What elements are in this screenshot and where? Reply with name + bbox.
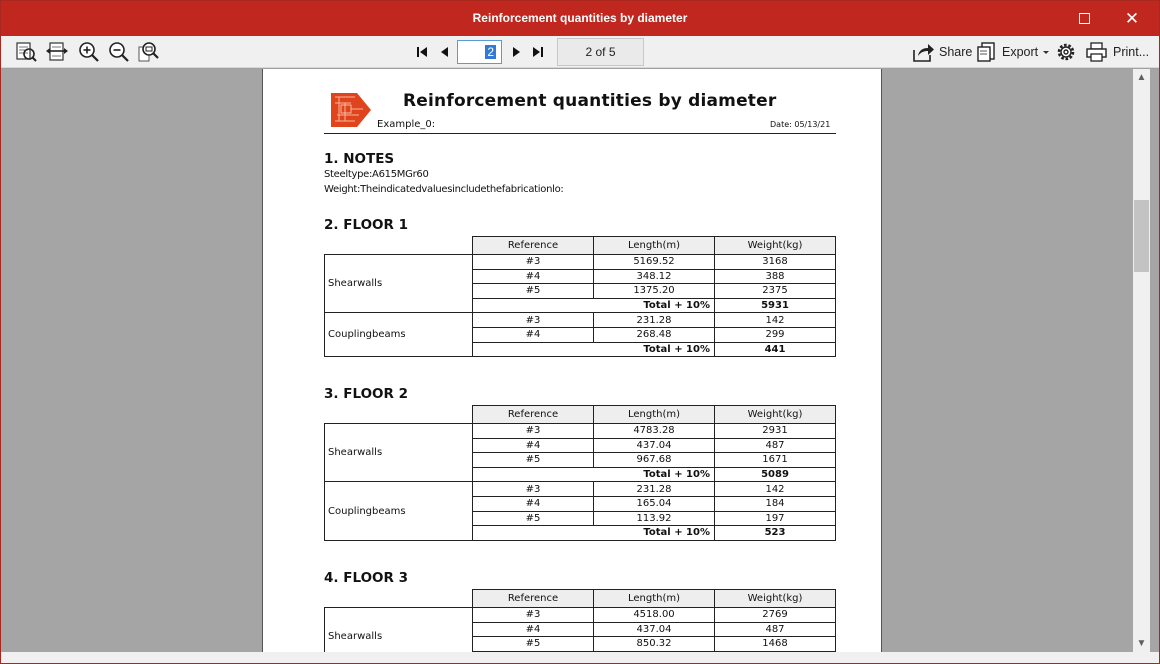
cell-weight: 2375 <box>715 284 836 299</box>
cell-weight: 184 <box>715 496 836 511</box>
cell-length: 1375.20 <box>594 284 715 299</box>
page-number-value: 2 <box>487 45 494 59</box>
group-label: Shearwalls <box>325 424 473 482</box>
document-viewer[interactable] <box>1 69 1159 652</box>
viewer-toolbar <box>1 36 1159 68</box>
cell-reference: #4 <box>473 327 594 342</box>
cell-length: 967.68 <box>594 453 715 468</box>
notes-heading: 1. NOTES <box>324 151 395 167</box>
cell-length: 4783.28 <box>594 424 715 439</box>
chevron-down-icon <box>1041 47 1051 57</box>
scroll-thumb[interactable] <box>1134 200 1149 272</box>
note-line: Weight:Theindicatedvaluesincludethefabricationlo: <box>324 184 564 195</box>
cell-weight: 197 <box>715 511 836 526</box>
cell-weight: 299 <box>715 327 836 342</box>
cell-reference: #3 <box>473 608 594 623</box>
report-page <box>262 69 882 652</box>
column-header: Weight(kg) <box>715 590 836 608</box>
quantities-table <box>324 236 836 357</box>
floor-heading: 4. FLOOR 3 <box>324 570 409 586</box>
cell-weight: 388 <box>715 269 836 284</box>
cell-length: 165.04 <box>594 496 715 511</box>
total-label: Total + 10% <box>473 526 715 541</box>
floor-heading: 3. FLOOR 2 <box>324 386 409 402</box>
print-label: Print... <box>1113 45 1150 59</box>
cell-reference: #5 <box>473 637 594 652</box>
export-button[interactable] <box>976 40 1055 64</box>
cell-length: 850.32 <box>594 637 715 652</box>
fit-page-icon[interactable] <box>14 41 38 63</box>
header-divider <box>324 133 836 134</box>
cell-weight: 3168 <box>715 255 836 270</box>
total-value: 5931 <box>715 298 836 313</box>
cell-reference: #4 <box>473 496 594 511</box>
print-button[interactable] <box>1085 40 1149 64</box>
share-button[interactable] <box>911 40 972 64</box>
cell-reference: #5 <box>473 453 594 468</box>
table-row <box>325 255 836 270</box>
table-row <box>325 482 836 497</box>
cell-weight: 142 <box>715 482 836 497</box>
zoom-in-icon[interactable] <box>77 41 101 63</box>
cell-reference: #3 <box>473 255 594 270</box>
total-label: Total + 10% <box>473 467 715 482</box>
fit-width-icon[interactable] <box>45 41 69 63</box>
page-number-input[interactable] <box>457 40 502 64</box>
cell-reference: #3 <box>473 313 594 328</box>
export-label: Export <box>1002 45 1039 59</box>
group-label: Shearwalls <box>325 608 473 653</box>
quantities-table <box>324 405 836 541</box>
column-header: Reference <box>473 237 594 255</box>
title-bar <box>1 1 1159 36</box>
cell-weight: 2931 <box>715 424 836 439</box>
close-button[interactable]: ✕ <box>1124 8 1140 28</box>
column-header: Weight(kg) <box>715 406 836 424</box>
total-value: 441 <box>715 342 836 357</box>
cell-weight: 1468 <box>715 637 836 652</box>
table-row <box>325 608 836 623</box>
cell-reference: #3 <box>473 424 594 439</box>
document-title: Reinforcement quantities by diameter <box>403 91 777 111</box>
scroll-up-icon[interactable]: ▲ <box>1136 72 1147 83</box>
cell-length: 4518.00 <box>594 608 715 623</box>
gear-icon[interactable] <box>1054 41 1078 63</box>
cell-length: 348.12 <box>594 269 715 284</box>
cell-reference: #4 <box>473 269 594 284</box>
group-label: Couplingbeams <box>325 482 473 540</box>
cell-length: 231.28 <box>594 482 715 497</box>
cell-length: 268.48 <box>594 327 715 342</box>
printer-icon <box>1085 41 1109 63</box>
column-header: Reference <box>473 590 594 608</box>
maximize-button[interactable] <box>1061 1 1107 36</box>
cell-length: 113.92 <box>594 511 715 526</box>
cell-weight: 2769 <box>715 608 836 623</box>
column-header: Length(m) <box>594 237 715 255</box>
column-header: Length(m) <box>594 406 715 424</box>
cell-reference: #5 <box>473 511 594 526</box>
previous-page-icon[interactable] <box>437 44 453 60</box>
column-header: Length(m) <box>594 590 715 608</box>
total-value: 523 <box>715 526 836 541</box>
share-icon <box>911 41 935 63</box>
cell-reference: #3 <box>473 482 594 497</box>
zoom-out-icon[interactable] <box>107 41 131 63</box>
project-name: Example_0: <box>377 119 436 130</box>
cell-reference: #5 <box>473 284 594 299</box>
cell-weight: 142 <box>715 313 836 328</box>
total-value: 5089 <box>715 467 836 482</box>
floor-heading: 2. FLOOR 1 <box>324 217 409 233</box>
vertical-scrollbar[interactable] <box>1133 69 1150 652</box>
cell-length: 437.04 <box>594 438 715 453</box>
export-icon <box>976 41 998 63</box>
maximize-icon <box>1079 13 1090 24</box>
total-label: Total + 10% <box>473 342 715 357</box>
share-label: Share <box>939 45 973 59</box>
cell-reference: #4 <box>473 622 594 637</box>
table-row <box>325 313 836 328</box>
zoom-custom-icon[interactable] <box>137 41 161 63</box>
cell-length: 437.04 <box>594 622 715 637</box>
next-page-icon[interactable] <box>508 44 524 60</box>
cell-length: 231.28 <box>594 313 715 328</box>
scroll-down-icon[interactable]: ▼ <box>1136 638 1147 649</box>
company-logo <box>329 91 373 129</box>
group-label: Shearwalls <box>325 255 473 313</box>
table-row <box>325 424 836 439</box>
column-header: Reference <box>473 406 594 424</box>
column-header: Weight(kg) <box>715 237 836 255</box>
report-date: Date: 05/13/21 <box>770 120 831 129</box>
last-page-icon[interactable] <box>530 44 546 60</box>
cell-weight: 487 <box>715 438 836 453</box>
bottom-strip <box>1 652 1159 663</box>
cell-length: 5169.52 <box>594 255 715 270</box>
cell-reference: #4 <box>473 438 594 453</box>
cell-weight: 487 <box>715 622 836 637</box>
window-title: Reinforcement quantities by diameter <box>472 11 688 25</box>
cell-weight: 1671 <box>715 453 836 468</box>
total-label: Total + 10% <box>473 298 715 313</box>
quantities-table <box>324 589 836 652</box>
first-page-icon[interactable] <box>414 44 430 60</box>
page-count: 2 of 5 <box>557 38 644 66</box>
group-label: Couplingbeams <box>325 313 473 357</box>
note-line: Steeltype:A615MGr60 <box>324 169 429 180</box>
